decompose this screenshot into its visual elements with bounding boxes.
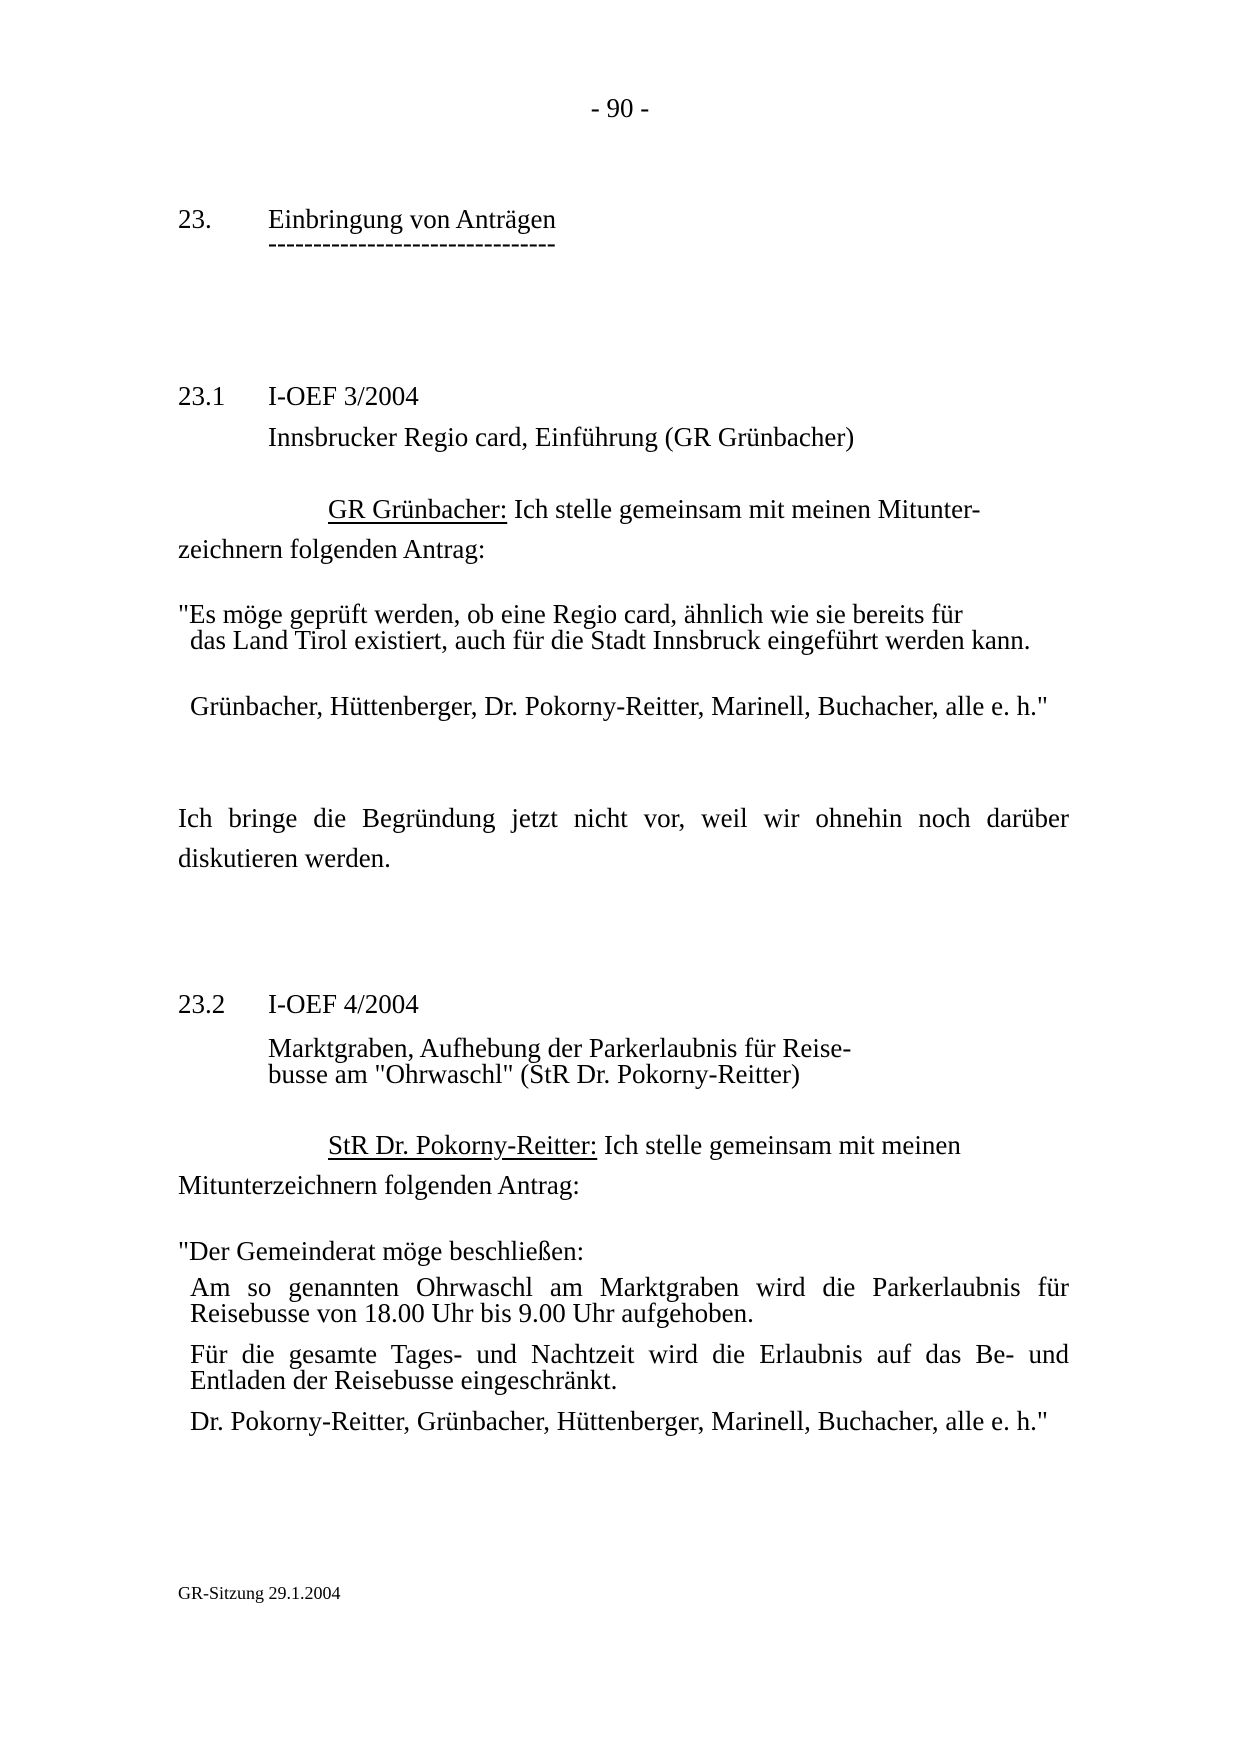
item-1-subject: Innsbrucker Regio card, Einführung (GR Grünbacher) <box>268 422 855 452</box>
item-2-paragraph-1: Am so genannten Ohrwaschl am Marktgraben wird die Parkerlaubnis für Reisebusse von 18.00 Uhr bis 9.00 Uhr aufgehoben. <box>190 1272 1069 1328</box>
section-title-underline: -------------------------------- <box>268 228 556 258</box>
item-1-speaker: GR Grünbacher: <box>328 494 508 524</box>
item-1-intro <box>328 494 981 525</box>
item-2-subject-line1: Marktgraben, Aufhebung der Parkerlaubnis für Reise- <box>268 1033 852 1063</box>
item-1-signers: Grünbacher, Hüttenberger, Dr. Pokorny-Reitter, Marinell, Buchacher, alle e. h." <box>190 691 1048 721</box>
item-2-intro <box>328 1130 961 1161</box>
item-2-signers: Dr. Pokorny-Reitter, Grünbacher, Hüttenberger, Marinell, Buchacher, alle e. h." <box>190 1406 1048 1436</box>
item-1-intro-rest: Ich stelle gemeinsam mit meinen Mitunter- <box>507 494 981 524</box>
item-1-quote-rest: das Land Tirol existiert, auch für die Stadt Innsbruck eingeführt werden kann. <box>190 625 1031 655</box>
item-2-subject-line2: busse am "Ohrwaschl" (StR Dr. Pokorny-Reitter) <box>268 1059 800 1089</box>
item-1-number: 23.1 <box>178 381 226 411</box>
item-2-paragraph-2: Für die gesamte Tages- und Nachtzeit wird die Erlaubnis auf das Be- und Entladen der Reisebusse eingeschränkt. <box>190 1339 1069 1395</box>
item-2-number: 23.2 <box>178 989 226 1019</box>
item-1-intro-line2: zeichnern folgenden Antrag: <box>178 534 486 564</box>
item-2-speaker: StR Dr. Pokorny-Reitter: <box>328 1130 598 1160</box>
item-2-code: I-OEF 4/2004 <box>268 989 419 1019</box>
item-1-closing: Ich bringe die Begründung jetzt nicht vor, weil wir ohnehin noch darüber diskutieren werden. <box>178 803 1069 873</box>
section-number: 23. <box>178 204 212 234</box>
item-2-intro-rest: Ich stelle gemeinsam mit meinen <box>597 1130 961 1160</box>
item-2-intro-line2: Mitunterzeichnern folgenden Antrag: <box>178 1170 580 1200</box>
page-number: - 90 - <box>590 93 650 123</box>
item-1-quote-line1: "Es möge geprüft werden, ob eine Regio card, ähnlich wie sie bereits für <box>178 599 963 629</box>
section-title: Einbringung von Anträgen <box>268 204 556 234</box>
item-1-code: I-OEF 3/2004 <box>268 381 419 411</box>
page-footer: GR-Sitzung 29.1.2004 <box>178 1583 341 1603</box>
item-2-quote-line1: "Der Gemeinderat möge beschließen: <box>178 1236 585 1266</box>
